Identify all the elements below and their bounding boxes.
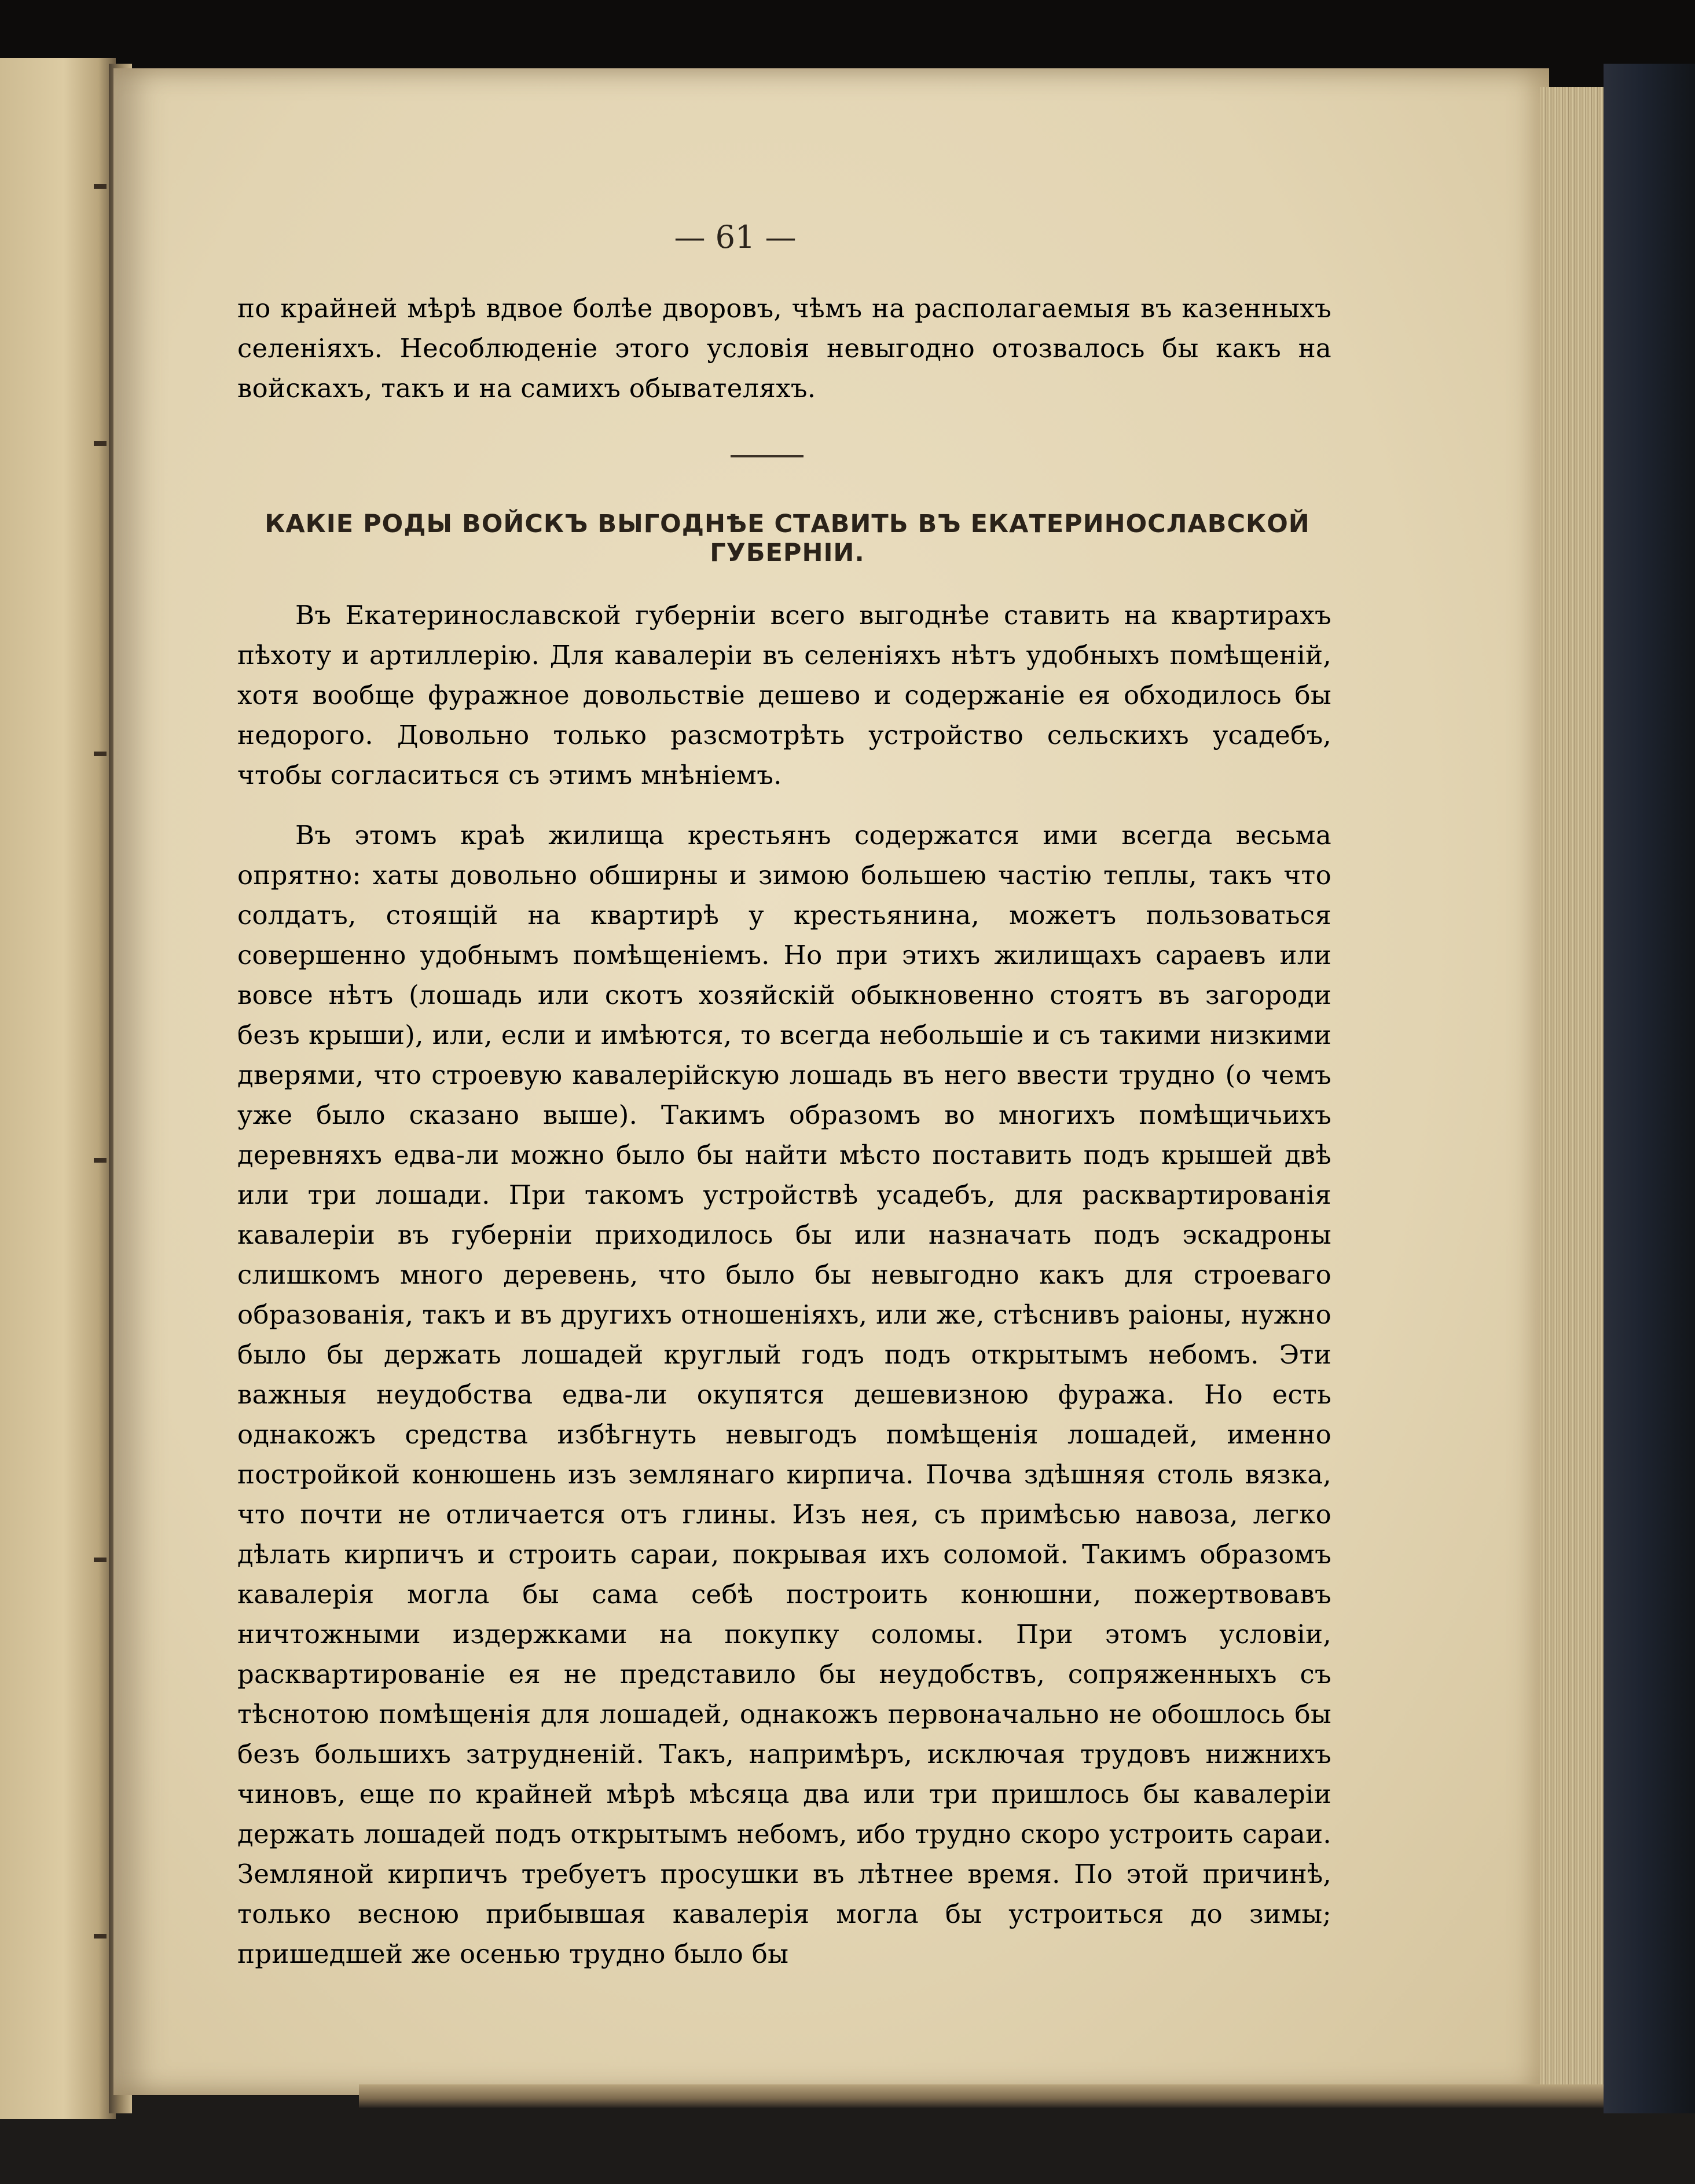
page-mark bbox=[94, 1558, 107, 1562]
page-edges bbox=[1540, 87, 1604, 2084]
page-mark bbox=[94, 1158, 107, 1163]
paragraph: Въ этомъ краѣ жилища крестьянъ содержатся ими всегда весьма опрятно: хаты довольно обширны и зимою большею частію теплы, такъ что солдатъ, стоящій на квартирѣ у крестьянина, можетъ пользоваться совершенно удобнымъ помѣщеніемъ. Но при этихъ жилищахъ сараевъ или вовсе нѣтъ (лошадь или скотъ хозяйскій обыкновенно стоятъ въ загороди безъ крыши), или, если и имѣются, то всегда небольшіе и съ такими низкими дверями, что строевую кавалерійскую лошадь въ него ввести трудно (о чемъ уже было сказано выше). Такимъ образомъ во многихъ помѣщичьихъ деревняхъ едва-ли можно было бы найти мѣсто поставить подъ крышей двѣ или три лошади. При такомъ устройствѣ усадебъ, для расквартированія кавалеріи въ губерніи приходилось бы или назначать подъ эскадроны слишкомъ много деревень, что было бы невыгодно какъ для строеваго образованія, такъ и въ другихъ отношеніяхъ, или же, стѣснивъ раіоны, нужно было бы держать лошадей круглый годъ подъ открытымъ небомъ. Эти важныя неудобства едва-ли окупятся дешевизною фуража. Но есть однакожъ средства избѣгнуть невыгодъ помѣщенія лошадей, именно постройкой конюшень изъ землянаго кирпича. Почва здѣшняя столь вязка, что почти не отличается отъ глины. Изъ нея, съ примѣсью навоза, легко дѣлать кирпичъ и строить сараи, покрывая ихъ соломой. Такимъ образомъ кавалерія могла бы сама себѣ построить конюшни, пожертвовавъ ничтожными издержками на покупку соломы. При этомъ условіи, расквартированіе ея не представило бы неудобствъ, сопряженныхъ съ тѣснотою помѣщенія для лошадей, однакожъ первоначально не обошлось бы безъ большихъ затрудненій. Такъ, напримѣръ, исключая трудовъ нижнихъ чиновъ, еще по крайней мѣрѣ мѣсяца два или три пришлось бы кавалеріи держать лошадей подъ открытымъ небомъ, ибо трудно скоро устроить сараи. Земляной кирпичъ требуетъ просушки въ лѣтнее время. По этой причинѣ, только весною прибывшая кавалерія могла бы устроиться до зимы; пришедшей же осенью трудно было бы bbox=[237, 820, 1331, 1969]
book-bottom-edge bbox=[359, 2084, 1604, 2108]
book-cover bbox=[1604, 64, 1695, 2113]
scan-background-bottom bbox=[0, 2096, 1695, 2184]
page-mark bbox=[94, 441, 107, 446]
page-mark bbox=[94, 752, 107, 756]
section-heading: КАКІЕ РОДЫ ВОЙСКЪ ВЫГОДНѢЕ СТАВИТЬ ВЪ ЕКАТЕРИНОСЛАВСКОЙ ГУБЕРНІИ. bbox=[265, 510, 1310, 567]
page-number: — 61 — bbox=[674, 219, 797, 255]
paragraph: Въ Екатеринославской губерніи всего выгоднѣе ставить на квартирахъ пѣхоту и артиллерію. Для кавалеріи въ селеніяхъ нѣтъ удобныхъ помѣщеній, хотя вообще фуражное довольствіе дешево и содержаніе ея обходилось бы недорого. Довольно только разсмотрѣть устройство сельскихъ усадебъ, чтобы согласиться съ этимъ мнѣніемъ. bbox=[237, 600, 1331, 790]
page-mark bbox=[94, 1934, 107, 1939]
paragraph-continuation: по крайней мѣрѣ вдвое болѣе дворовъ, чѣмъ на располагаемыя въ казенныхъ селеніяхъ. Несоблюденіе этого условія невыгодно отозвалось бы какъ на войскахъ, такъ и на самихъ обывателяхъ. bbox=[237, 293, 1331, 404]
page-mark bbox=[94, 184, 107, 189]
previous-page-edge bbox=[0, 58, 116, 2119]
section-divider bbox=[731, 455, 804, 457]
